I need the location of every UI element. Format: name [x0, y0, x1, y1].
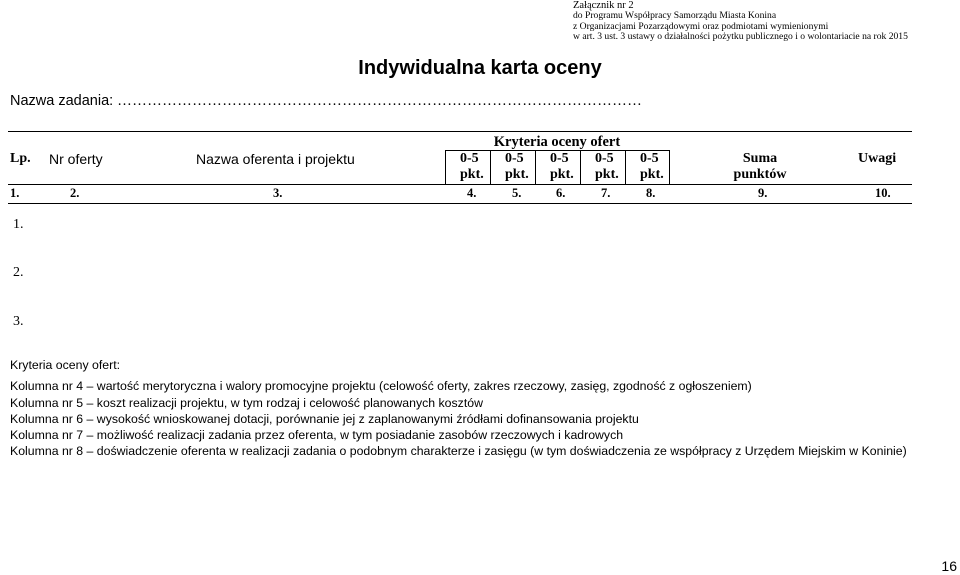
header-criterion-5: 0-5 pkt.	[640, 151, 664, 182]
column-number: 2.	[70, 186, 80, 200]
criteria-line: Kolumna nr 8 – doświadczenie oferenta w realizacji zadania o podobnym charakterze i zasięgu (w tym doświadczenia ze współpracy z Urzędem Miejskim w Koninie)	[10, 444, 907, 459]
header-criterion-4: 0-5 pkt.	[595, 151, 619, 182]
table-rule	[8, 203, 912, 204]
criteria-line: Kolumna nr 6 – wysokość wnioskowanej dotacji, porównanie jej z zaplanowanymi źródłami dofinansowania projektu	[10, 411, 639, 426]
annex-title: Załącznik nr 2	[573, 0, 634, 11]
table-rule	[669, 150, 670, 184]
table-rule	[8, 131, 912, 132]
column-number: 10.	[875, 186, 891, 200]
column-number: 4.	[467, 186, 477, 200]
task-name-placeholder: ……………………………………………………………………………………………	[117, 93, 643, 109]
page-number: 16	[941, 558, 957, 574]
annex-line: do Programu Współpracy Samorządu Miasta Konina	[573, 10, 777, 22]
column-number: 3.	[273, 186, 283, 200]
table-rule	[625, 150, 626, 184]
header-offeror-name: Nazwa oferenta i projektu	[196, 151, 355, 167]
table-row-number: 2.	[13, 265, 24, 280]
criteria-line: Kolumna nr 5 – koszt realizacji projektu, w tym rodzaj i celowość planowanych kosztów	[10, 395, 483, 410]
criteria-group-header: Kryteria oceny ofert	[493, 134, 621, 150]
header-criterion-1: 0-5 pkt.	[460, 151, 484, 182]
criteria-line: Kolumna nr 4 – wartość merytoryczna i walory promocyjne projektu (celowość oferty, zakres rzeczowy, zasięg, zgodność z ogłoszeniem)	[10, 379, 752, 394]
table-rule	[8, 184, 912, 185]
task-name-row	[10, 93, 642, 110]
page-title: Indywidualna karta oceny	[358, 57, 602, 79]
header-criterion-2: 0-5 pkt.	[505, 151, 529, 182]
header-sum: Suma punktów	[733, 151, 787, 182]
annex-line: w art. 3 ust. 3 ustawy o działalności pożytku publicznego i o wolontariacie na rok 2015	[573, 31, 908, 43]
criteria-line: Kolumna nr 7 – możliwość realizacji zadania przez oferenta, w tym posiadanie zasobów rzeczowych i kadrowych	[10, 428, 624, 443]
criteria-description	[10, 357, 907, 460]
table-row-number: 1.	[13, 217, 24, 232]
table-rule	[580, 150, 581, 184]
column-number: 8.	[646, 186, 656, 200]
header-criterion-3: 0-5 pkt.	[550, 151, 574, 182]
table-rule	[445, 150, 446, 184]
column-number: 7.	[601, 186, 611, 200]
column-number: 9.	[758, 186, 768, 200]
header-offer-number: Nr oferty	[49, 151, 103, 167]
column-number: 5.	[512, 186, 522, 200]
criteria-heading: Kryteria oceny ofert:	[10, 358, 121, 372]
table-row-number: 3.	[13, 314, 24, 329]
header-remarks: Uwagi	[858, 151, 897, 166]
column-number: 6.	[556, 186, 566, 200]
annex-line: z Organizacjami Pozarządowymi oraz podmiotami wymienionymi	[573, 20, 829, 32]
task-name-label: Nazwa zadania:	[10, 93, 114, 109]
column-number: 1.	[10, 186, 20, 200]
table-rule	[490, 150, 491, 184]
table-rule	[535, 150, 536, 184]
header-lp: Lp.	[10, 151, 31, 166]
annex-header	[573, 1, 908, 43]
